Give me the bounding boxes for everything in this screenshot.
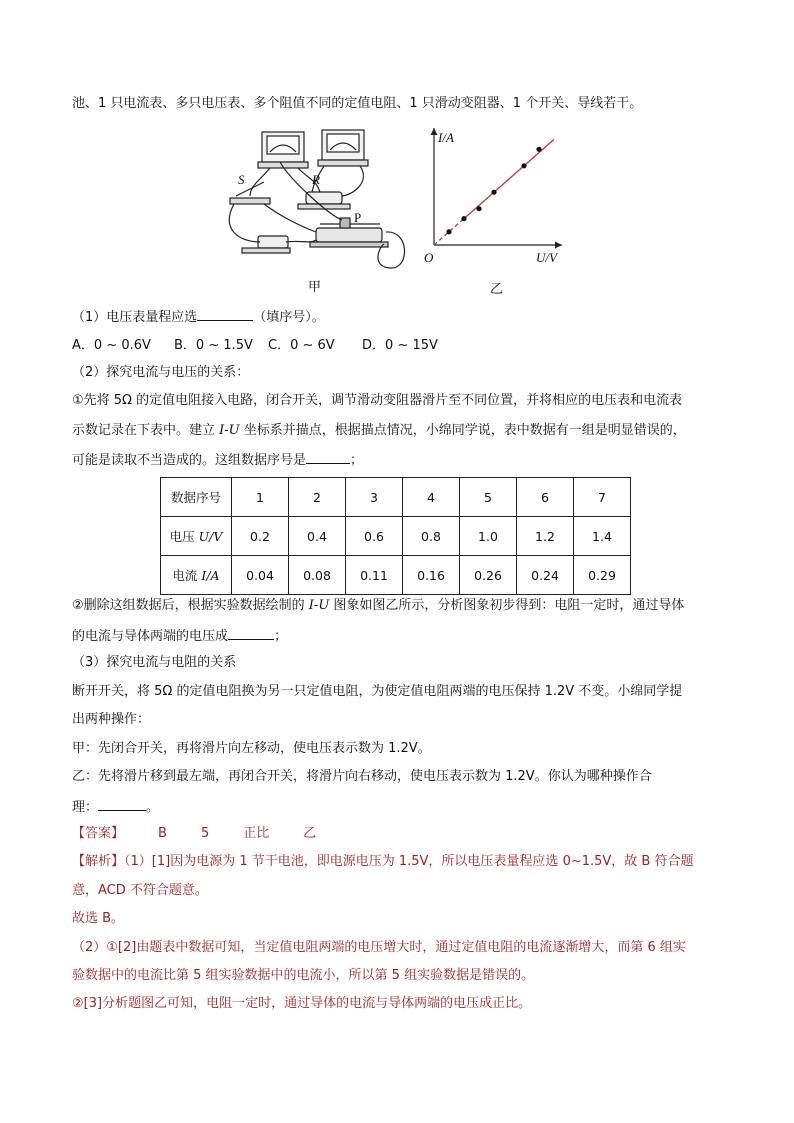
table-cell: 0.2 bbox=[232, 517, 289, 556]
table-cell: 5 bbox=[460, 478, 517, 517]
row-label-current bbox=[161, 556, 232, 595]
data-table bbox=[160, 477, 631, 595]
row-label-text: 电压 bbox=[169, 529, 199, 544]
row-unit: I/A bbox=[201, 568, 220, 583]
table-cell: 0.24 bbox=[517, 556, 574, 595]
q1-option-c: C．0 ~ 6V bbox=[268, 338, 335, 353]
analysis-line2: 意，ACD 不符合题意。 bbox=[72, 883, 208, 898]
q1-option-b: B．0 ~ 1.5V bbox=[174, 338, 253, 353]
table-cell: 2 bbox=[289, 478, 346, 517]
q1-prompt bbox=[72, 306, 325, 328]
table-cell: 0.04 bbox=[232, 556, 289, 595]
answer-value: 5 bbox=[200, 826, 210, 841]
slider-label: P bbox=[354, 210, 362, 225]
q3-option-yi: 乙：先将滑片移到最左端，再闭合开关，将滑片向右移动，使电压表示数为 1.2V。你认为哪种操作合 bbox=[72, 769, 652, 784]
iu-symbol: I-U bbox=[308, 598, 330, 613]
q1-option-d: D．0 ~ 15V bbox=[362, 338, 438, 353]
q3-answer-blank[interactable] bbox=[98, 796, 146, 811]
iu-graph bbox=[420, 124, 570, 274]
row-label-voltage bbox=[161, 517, 232, 556]
y-axis-label: I/A bbox=[438, 130, 454, 145]
figure-jia-caption: 甲 bbox=[308, 280, 322, 295]
table-cell: 0.16 bbox=[403, 556, 460, 595]
table-cell: 0.29 bbox=[574, 556, 631, 595]
q3-l5: 理： bbox=[72, 800, 99, 815]
data-point bbox=[476, 206, 481, 211]
q2-wrong-index-blank[interactable] bbox=[306, 449, 350, 464]
table-row bbox=[161, 556, 631, 595]
answer-value: 正比 bbox=[243, 826, 270, 841]
analysis-line1 bbox=[72, 852, 693, 872]
q2-p2-l1a: ②删除这组数据后，根据实验数据绘制的 bbox=[72, 598, 309, 613]
answer-value: B bbox=[158, 826, 167, 841]
table-cell: 1 bbox=[232, 478, 289, 517]
q2-heading: （2）探究电流与电压的关系： bbox=[72, 365, 250, 380]
data-point bbox=[446, 229, 451, 234]
q2-para2-line2 bbox=[72, 625, 287, 647]
analysis-line5: 验数据中的电流比第 5 组实验数据中的电流小，所以第 5 组实验数据是错误的。 bbox=[72, 968, 535, 983]
q2-p2-l2: 的电流与导体两端的电压成 bbox=[72, 629, 229, 644]
q3-heading: （3）探究电流与电阻的关系 bbox=[72, 655, 237, 670]
x-axis-label: U/V bbox=[536, 250, 557, 265]
table-cell: 1.2 bbox=[517, 517, 574, 556]
table-cell: 7 bbox=[574, 478, 631, 517]
analysis-line6: ②[3]分析题图乙可知，电阻一定时，通过导体的电流与导体两端的电压成正比。 bbox=[72, 996, 532, 1011]
q2-p1-l2a: 示数记录在下表中。建立 bbox=[72, 423, 220, 438]
analysis-line3: 故选 B。 bbox=[72, 911, 125, 926]
row-unit: U/V bbox=[198, 529, 223, 544]
q3-l5-end: 。 bbox=[146, 800, 160, 815]
q2-para2-line1 bbox=[72, 596, 684, 616]
q3-line5 bbox=[72, 796, 159, 818]
row-label-text: 电流 bbox=[172, 568, 202, 583]
q2-p1-l2b: 坐标系并描点，根据描点情况，小绵同学说，表中数据有一组是明显错误的， bbox=[239, 423, 686, 438]
table-cell: 0.6 bbox=[346, 517, 403, 556]
data-point bbox=[521, 163, 526, 168]
q2-para1-line2 bbox=[72, 421, 686, 441]
q2-p1-l3-end: ； bbox=[350, 453, 364, 468]
circuit-figure bbox=[220, 120, 420, 280]
intro-text: 池、1 只电流表、多只电压表、多个阻值不同的定值电阻、1 只滑动变阻器、1 个开关、导线若干。 bbox=[72, 96, 643, 111]
switch-label: S bbox=[238, 172, 245, 187]
data-point bbox=[491, 190, 496, 195]
q2-relation-blank[interactable] bbox=[228, 625, 274, 640]
figure-yi-caption: 乙 bbox=[490, 282, 504, 297]
q3-option-jia: 甲：先闭合开关，再将滑片向左移动，使电压表示数为 1.2V。 bbox=[72, 741, 431, 756]
table-cell: 0.08 bbox=[289, 556, 346, 595]
table-cell: 1.4 bbox=[574, 517, 631, 556]
table-cell: 1.0 bbox=[460, 517, 517, 556]
q1-options bbox=[72, 336, 438, 356]
table-cell: 3 bbox=[346, 478, 403, 517]
analysis-label: 【解析】 bbox=[72, 854, 125, 869]
answer-label: 【答案】 bbox=[72, 826, 125, 841]
table-row bbox=[161, 478, 631, 517]
analysis-line4: （2）①[2]由题表中数据可知，当定值电阻两端的电压增大时，通过定值电阻的电流逐渐增大，而第 6 组实 bbox=[72, 940, 686, 955]
row-label-index: 数据序号 bbox=[161, 478, 232, 517]
table-cell: 0.8 bbox=[403, 517, 460, 556]
q2-p2-l2-end: ； bbox=[274, 629, 288, 644]
q1-option-a: A．0 ~ 0.6V bbox=[72, 338, 151, 353]
q2-para1-line3 bbox=[72, 449, 363, 471]
table-row bbox=[161, 517, 631, 556]
q1-answer-blank[interactable] bbox=[197, 306, 253, 321]
q1-prompt-suffix: （填序号）。 bbox=[253, 310, 325, 325]
data-point bbox=[461, 216, 466, 221]
table-cell: 0.26 bbox=[460, 556, 517, 595]
q2-para1-line1: ①先将 5Ω 的定值电阻接入电路，闭合开关，调节滑动变阻器滑片至不同位置，并将相应的电压表和电流表 bbox=[72, 393, 683, 408]
table-cell: 4 bbox=[403, 478, 460, 517]
table-cell: 6 bbox=[517, 478, 574, 517]
iu-symbol: I-U bbox=[219, 423, 240, 438]
resistor-label: R bbox=[312, 172, 320, 187]
q3-line1: 断开开关，将 5Ω 的定值电阻换为另一只定值电阻，为使定值电阻两端的电压保持 1.2V 不变。小绵同学提 bbox=[72, 684, 683, 699]
data-point bbox=[536, 147, 541, 152]
q3-line2: 出两种操作： bbox=[72, 712, 151, 727]
table-cell: 0.11 bbox=[346, 556, 403, 595]
answer-value: 乙 bbox=[303, 826, 317, 841]
origin-label: O bbox=[424, 250, 434, 265]
q2-p2-l1b: 图象如图乙所示，分析图象初步得到：电阻一定时，通过导体 bbox=[329, 598, 685, 613]
q2-p1-l3: 可能是读取不当造成的。这组数据序号是 bbox=[72, 453, 307, 468]
table-cell: 0.4 bbox=[289, 517, 346, 556]
answer-line bbox=[72, 824, 316, 844]
analysis-text: （1）[1]因为电源为 1 节干电池，即电源电压为 1.5V，所以电压表量程应选 0~1.5V，故 B 符合题 bbox=[124, 854, 694, 869]
q1-prompt-text: （1）电压表量程应选 bbox=[72, 310, 198, 325]
